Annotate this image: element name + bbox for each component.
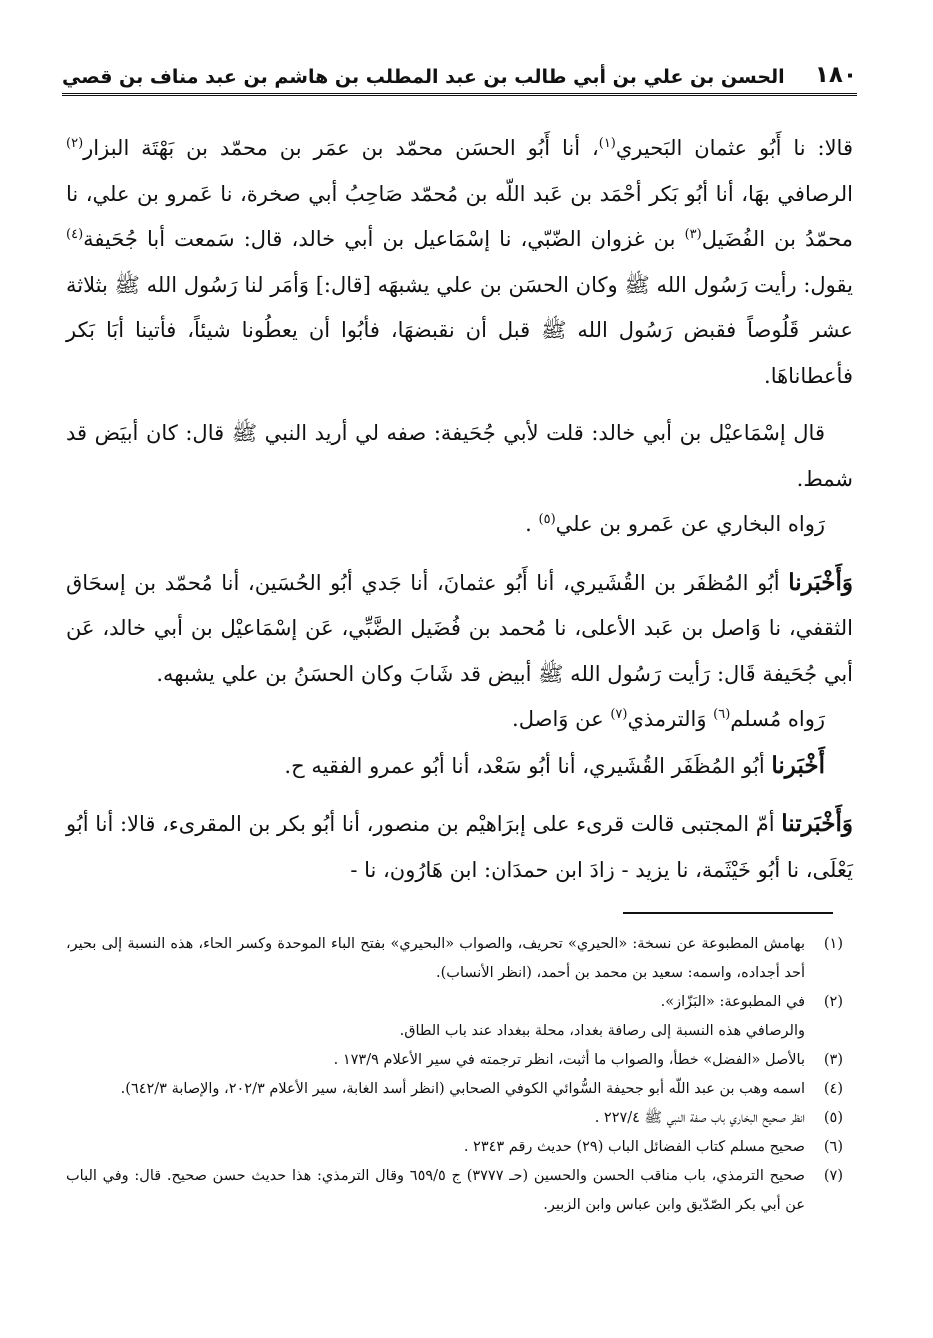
footnote-text: اسمه وهب بن عبد اللّه أبو جحيفة السُّوائي الكوفي الصحابي (انظر أسد الغابة، سير الأعلام ٢٠٢/٣، والإصابة ٦٤٢/٣). (120, 1081, 805, 1097)
paragraph-5-text-b: وَالترمذي (627, 707, 714, 731)
paragraph-6 (66, 743, 853, 790)
paragraph-7 (66, 801, 853, 893)
paragraph-1-text-c: الرصافي بهَا، أنا أبُو بَكر أحْمَد بن عَبد اللّه بن مُحمّد صَاحِبُ أبي صخرة، نا عَمرو بن علي، نا محمّدُ بن الفُضَيل (66, 181, 853, 251)
paragraph-4 (66, 560, 853, 698)
footnote-text: صحيح مسلم كتاب الفضائل الباب (٢٩) حديث رقم ٢٣٤٣ . (463, 1139, 805, 1155)
page-header (62, 56, 857, 96)
paragraph-7-lead: وَأَخْبَرتنا (781, 810, 853, 837)
footnote-3 (66, 1046, 843, 1075)
paragraph-7-text: أمّ المجتبى قالت قرىء على إبرَاهيْم بن منصور، أنا أبُو بكر بن المقرىء، قالا: أنا أبُو يَعْلَى، نا أبُو خَيْثَمة، نا يزيد - زادَ ابن حمدَان: ابن هَارُون، نا - (66, 812, 853, 882)
footnote-ref-5: (٥) (538, 512, 556, 527)
paragraph-1-text-d: بن غزوان الضّبّي، نا إسْمَاعيل بن أبي خالد، قال: سَمعت أبا جُحَيفة (83, 227, 685, 251)
paragraph-1-text-b: ، أنا أَبُو الحسَن محمّد بن عمَر بن محمّد بن بَهْتَة البزار (83, 136, 599, 160)
paragraph-1-text-a: قالا: نا أَبُو عثمان البَحيري (615, 136, 853, 160)
paragraph-3 (66, 502, 853, 548)
footnote-4 (66, 1075, 843, 1104)
paragraph-2: قال إسْمَاعيْل بن أبي خالد: قلت لأبي جُحَيفة: صفه لي أريد النبي ﷺ قال: كان أبيَض قد شمط. (66, 421, 853, 491)
footnote-number: (٢) (823, 994, 843, 1010)
paragraph-3-end: . (525, 512, 539, 536)
footnote-text (66, 988, 805, 1046)
paragraph-4-text: أبُو المُظفَر بن القُشَيري، أنا أَبُو عثمانَ، أنا جَدي أبُو الحُسَين، أنا مُحمّد بن إسحَاق الثقفي، نا وَاصل بن عَبد الأعلى، نا مُحمد بن فُضَيل الضَّبِّي، عَن إسْمَاعيْل بن أبي خالد، عَن أبي جُحَيفة قَال: رَأيت رَسُول الله ﷺ أبيض قد شَابَ وكان الحسَنُ بن علي يشبهه. (66, 570, 853, 686)
footnote-text: صحيح الترمذي، باب مناقب الحسن والحسين (حـ ٣٧٧٧) ج ٦٥٩/٥ وقال الترمذي: هذا حديث حسن صحيح. قال: وفي الباب عن أبي بكر الصّدّيق وابن عباس وابن الزبير. (66, 1168, 805, 1213)
footnote-text: بالأصل «الفضل» خطأ، والصواب ما أثبت، انظر ترجمته في سير الأعلام ١٧٣/٩ . (333, 1052, 805, 1068)
paragraph-5-text-c: عن وَاصل. (512, 707, 611, 731)
footnote-number: (٧) (823, 1168, 843, 1184)
footnote-ref-2: (٢) (66, 136, 84, 151)
footnote-number: (١) (823, 936, 843, 952)
footnote-1 (66, 930, 843, 988)
footnote-separator (623, 912, 833, 914)
paragraph-5-text-a: رَواه مُسلم (730, 707, 825, 731)
footnote-6 (66, 1133, 843, 1162)
paragraph-6-text: أبُو المُظَفَر القُشَيري، أنا أبُو سَعْد، أنا أبُو عمرو الفقيه ح. (284, 753, 772, 778)
paragraph-6-lead: أَخْبَرنا (771, 751, 825, 779)
footnote-7 (66, 1162, 843, 1220)
footnote-text: انظر صحيح البخاري باب صفة النبي ﷺ ٢٢٧/٤ . (594, 1110, 805, 1126)
paragraph-4-lead: وَأَخْبَرنا (788, 568, 853, 596)
footnote-number: (٣) (823, 1052, 843, 1068)
paragraph-1 (66, 126, 853, 399)
footnote-ref-7: (٧) (610, 707, 628, 722)
footnote-number: (٦) (823, 1139, 843, 1155)
footnote-text: بهامش المطبوعة عن نسخة: «الحيري» تحريف، والصواب «البحيري» بفتح الباء الموحدة وكسر الحاء، هذه النسبة إلى بحير، أحد أجداده، واسمه: سعيد بن محمد بن أحمد، (انظر الأنساب). (66, 936, 805, 981)
footnotes (66, 930, 843, 1220)
footnote-ref-1: (١) (598, 136, 616, 151)
footnote-5 (66, 1104, 843, 1133)
footnote-text-line-1: في المطبوعة: «البَزّاز». (660, 994, 805, 1010)
footnote-ref-4: (٤) (66, 227, 84, 242)
paragraph-3-text: رَواه البخاري عن عَمرو بن علي (555, 512, 825, 536)
page-number: ١٨٠ (814, 62, 857, 88)
paragraph-5 (66, 697, 853, 743)
main-text (66, 126, 853, 893)
footnote-number: (٥) (823, 1110, 843, 1126)
running-title: الحسن بن علي بن أبي طالب بن عبد المطلب بن هاشم بن عبد مناف بن قصي (62, 66, 785, 88)
footnote-number: (٤) (823, 1081, 843, 1097)
footnote-ref-3: (٣) (684, 227, 702, 242)
footnote-ref-6: (٦) (713, 707, 731, 722)
footnote-2 (66, 988, 843, 1046)
paragraph-1-text-e: يقول: رأيت رَسُول الله ﷺ وكان الحسَن بن علي يشبهَه [قال:] وَأمَر لنا رَسُول الله ﷺ بثلاثة عشر قَلُوصاً فقبض رَسُول الله ﷺ قبل أن نقبضهَا، فأبُوا أن يعطُونا شيئاً، فأتينا أبَا بَكر فأعطاناهَا. (66, 272, 853, 388)
footnote-text-line-2: والرصافي هذه النسبة إلى رصافة بغداد، محلة ببغداد عند باب الطاق. (399, 1023, 805, 1039)
